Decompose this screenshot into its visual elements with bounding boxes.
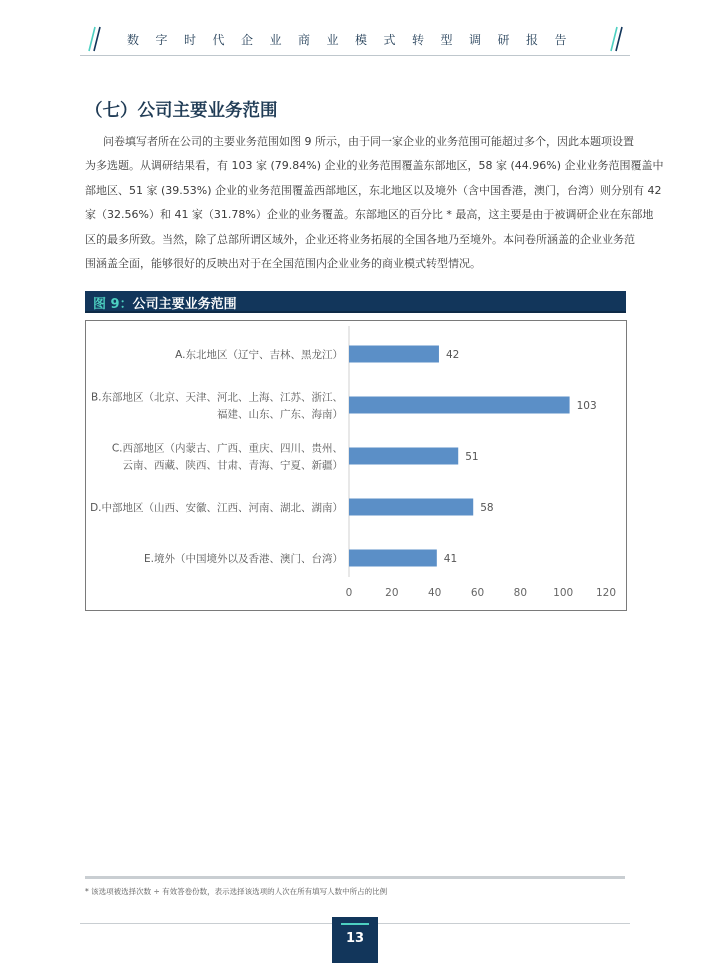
paragraph-line: 为多选题。从调研结果看，有 103 家 (79.84%) 企业的业务范围覆盖东部地区，58 家 (44.96%) 企业业务范围覆盖中 <box>85 159 664 173</box>
category-label: 福建、山东、广东、海南） <box>217 408 343 421</box>
paragraph-line: 围涵盖全面，能够很好的反映出对于在全国范围内企业业务的商业模式转型情况。 <box>85 256 481 270</box>
body-paragraph <box>85 130 664 276</box>
data-label: 42 <box>445 349 460 361</box>
category-label: E.境外（中国境外以及香港、澳门、台湾） <box>144 553 343 565</box>
x-tick-label: 60 <box>470 587 485 599</box>
page-number-box <box>332 917 378 963</box>
data-label: 58 <box>480 502 494 514</box>
paragraph-line: 区的最多所致。当然，除了总部所谓区域外，企业还将业务拓展的全国各地乃至境外。本问卷所涵盖的企业业务范 <box>85 232 635 246</box>
x-tick-label: 100 <box>553 587 574 599</box>
footnote: * 该选项被选择次数 ÷ 有效答卷份数，表示选择该选项的人次在所有填写人数中所占的比例 <box>85 887 388 896</box>
x-tick-label: 80 <box>513 587 528 599</box>
header-slash-left-icon <box>86 26 102 52</box>
bar <box>349 550 437 567</box>
data-label: 51 <box>465 451 479 463</box>
category-label: 云南、西藏、陕西、甘肃、青海、宁夏、新疆） <box>122 459 343 472</box>
paragraph-line: 家（32.56%）和 41 家（31.78%）企业的业务覆盖。东部地区的百分比 * 最高，这主要是由于被调研企业在东部地 <box>85 208 654 222</box>
bar <box>349 346 439 363</box>
x-tick-label: 20 <box>385 587 399 599</box>
figure-title-bar <box>85 291 626 313</box>
chart-canvas <box>86 321 626 610</box>
figure-number: 图 9： <box>93 297 133 312</box>
category-label: C.西部地区（内蒙古、广西、重庆、四川、贵州、 <box>111 442 343 455</box>
section-title: （七）公司主要业务范围 <box>85 101 278 121</box>
x-tick-label: 120 <box>595 587 617 599</box>
header-divider <box>80 55 630 56</box>
bar <box>349 448 458 465</box>
footnote-divider <box>85 876 625 879</box>
data-label: 103 <box>576 400 597 412</box>
x-tick-label: 40 <box>427 587 442 599</box>
category-label: B.东部地区（北京、天津、河北、上海、江苏、浙江、 <box>90 391 343 404</box>
page-number-accent <box>341 923 369 925</box>
figure-caption <box>93 293 237 312</box>
bar <box>349 397 570 414</box>
bar-chart <box>85 320 627 611</box>
paragraph-line: 问卷填写者所在公司的主要业务范围如图 9 所示，由于同一家企业的业务范围可能超过多个，因此本题项设置 <box>103 135 634 148</box>
figure-title: 公司主要业务范围 <box>132 297 237 312</box>
bar <box>349 499 473 516</box>
header-slash-right-icon <box>608 26 624 52</box>
header-title: 数字时代企业商业模式转型调研报告 <box>126 33 583 47</box>
category-label: D.中部地区（山西、安徽、江西、河南、湖北、湖南） <box>90 502 343 514</box>
data-label: 41 <box>443 553 458 565</box>
page-number: 13 <box>345 931 365 946</box>
category-label: A.东北地区（辽宁、吉林、黑龙江） <box>175 349 343 361</box>
paragraph-line: 部地区、51 家 (39.53%) 企业的业务范围覆盖西部地区，东北地区以及境外（含中国香港，澳门，台湾）则分别有 42 <box>85 183 662 197</box>
x-tick-label: 0 <box>345 587 353 599</box>
